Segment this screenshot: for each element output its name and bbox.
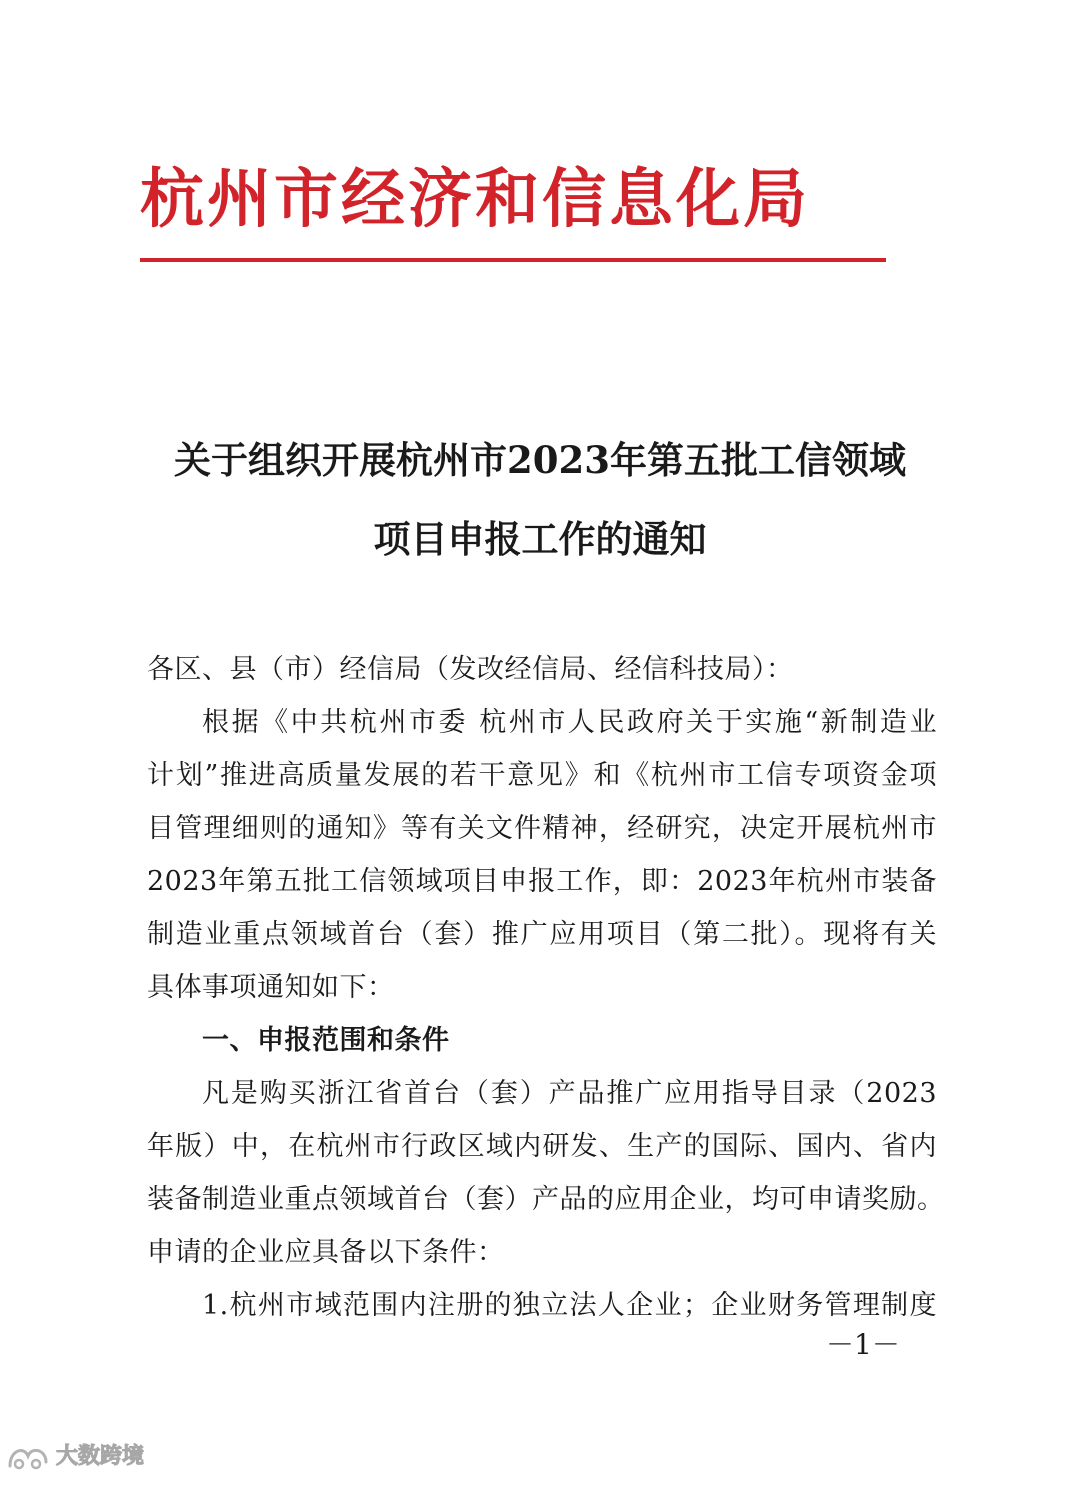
dashu-logo-icon [6,1442,50,1472]
red-header-rule [140,258,886,262]
list-item: 1.杭州市域范围内注册的独立法人企业；企业财务管理制度 [202,1290,937,1321]
page-number: －1－ [826,1328,900,1361]
section-line: 申请的企业应具备以下条件： [147,1237,505,1268]
section-line: 年版）中，在杭州市行政区域内研发、生产的国际、国内、省内 [147,1131,937,1162]
red-header-rule-bar [140,258,886,262]
body-line: 具体事项通知如下： [147,972,395,1003]
body-line: 目管理细则的通知》等有关文件精神，经研究，决定开展杭州市 [147,813,937,844]
document-title-line-2: 项目申报工作的通知 [373,517,707,561]
body-line: 计划”推进高质量发展的若干意见》和《杭州市工信专项资金项 [147,760,937,791]
organization-header: 杭州市经济和信息化局 [140,162,810,237]
body-line: 根据《中共杭州市委 杭州市人民政府关于实施“新制造业 [202,707,937,738]
salutation: 各区、县（市）经信局（发改经信局、经信科技局）： [147,654,794,685]
body-line: 制造业重点领域首台（套）推广应用项目（第二批）。现将有关 [147,919,937,950]
watermark-text: 大数跨境 [56,1444,145,1469]
section-heading: 一、申报范围和条件 [202,1025,450,1056]
body-line: 2023年第五批工信领域项目申报工作，即：2023年杭州市装备 [147,866,937,897]
watermark [6,1440,144,1474]
section-line: 凡是购买浙江省首台（套）产品推广应用指导目录（2023 [202,1078,937,1109]
document-title-line-1: 关于组织开展杭州市2023年第五批工信领域 [174,438,906,482]
section-line: 装备制造业重点领域首台（套）产品的应用企业，均可申请奖励。 [147,1184,945,1215]
